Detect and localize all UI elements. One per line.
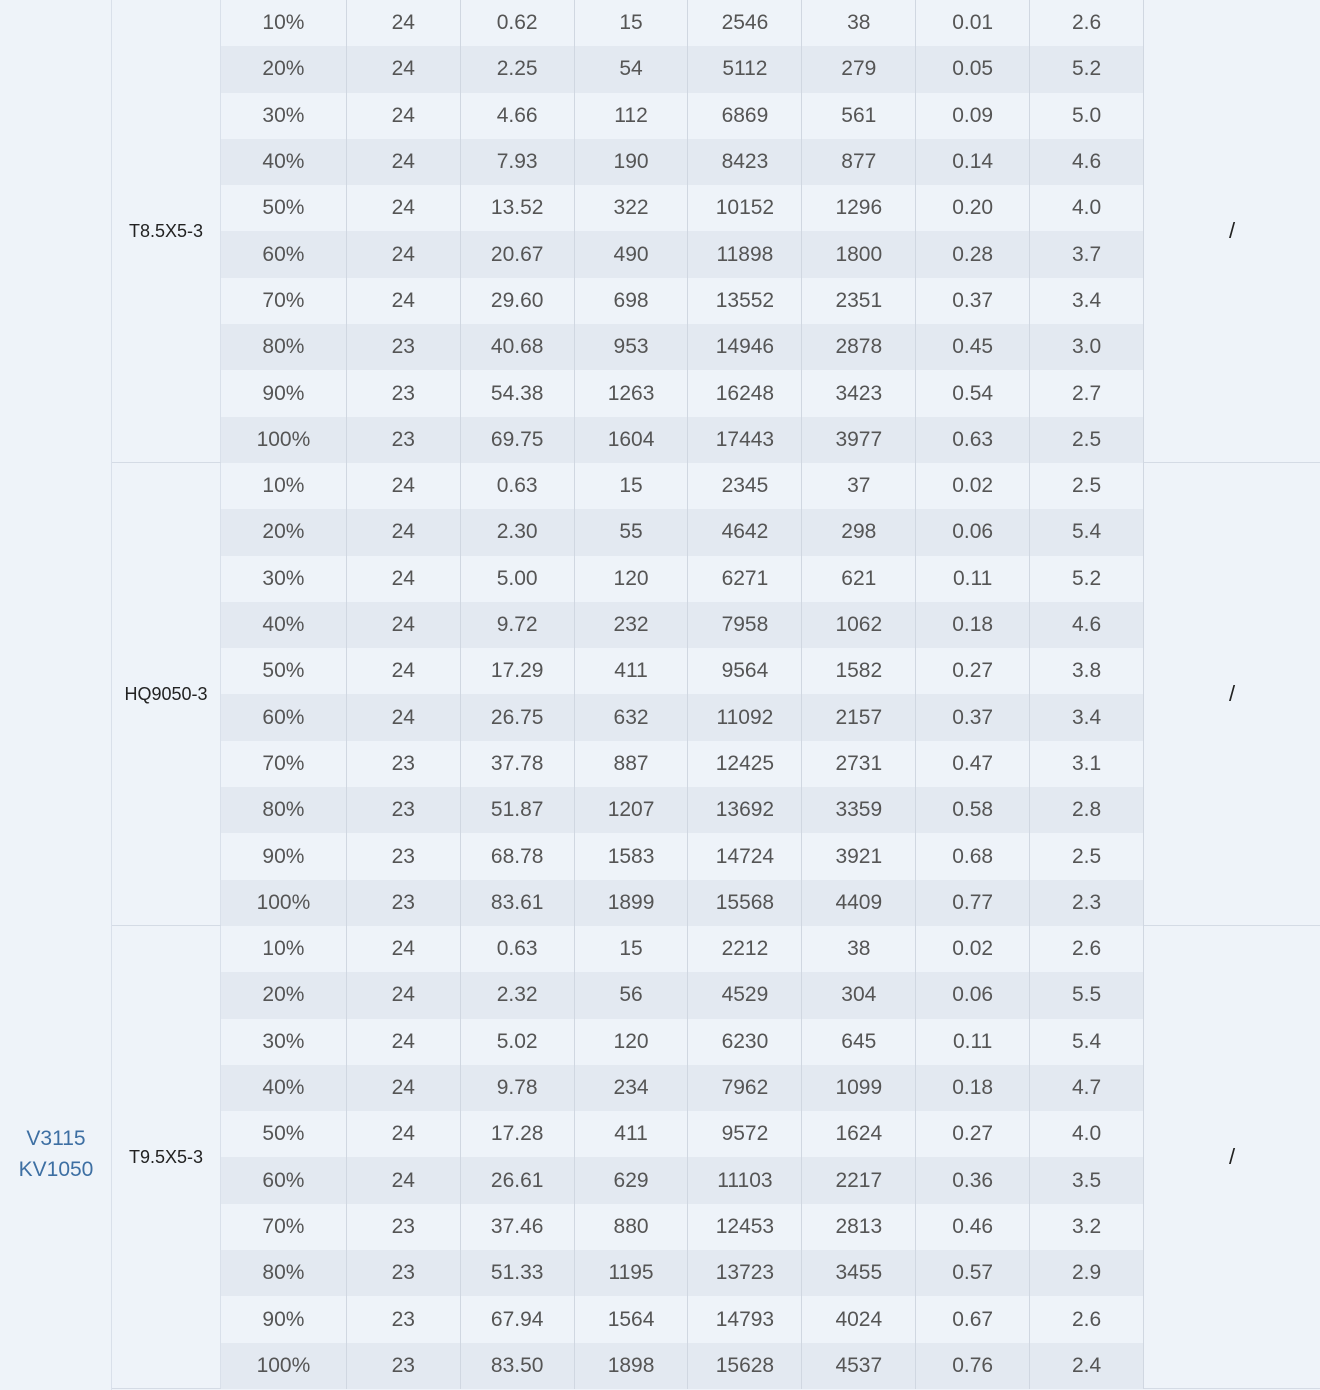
table-cell: 23 xyxy=(347,324,461,370)
table-row xyxy=(221,741,1144,787)
table-cell: 1207 xyxy=(575,787,689,833)
table-cell: 0.68 xyxy=(916,833,1030,879)
table-cell: 0.05 xyxy=(916,46,1030,92)
table-row xyxy=(221,463,1144,509)
table-cell: 632 xyxy=(575,694,689,740)
table-cell: 24 xyxy=(347,46,461,92)
table-cell: 12425 xyxy=(688,741,802,787)
table-cell: 3.7 xyxy=(1030,231,1144,277)
table-cell: 4.0 xyxy=(1030,1111,1144,1157)
table-cell: 38 xyxy=(802,0,916,46)
table-row xyxy=(221,185,1144,231)
table-row xyxy=(221,972,1144,1018)
table-cell: 24 xyxy=(347,694,461,740)
table-cell: 5.02 xyxy=(461,1019,575,1065)
table-cell: 0.02 xyxy=(916,463,1030,509)
table-cell: 0.37 xyxy=(916,278,1030,324)
table-cell: 24 xyxy=(347,509,461,555)
table-cell: 2.8 xyxy=(1030,787,1144,833)
table-cell: 90% xyxy=(221,370,347,416)
table-cell: 0.46 xyxy=(916,1204,1030,1250)
table-cell: 50% xyxy=(221,185,347,231)
table-cell: 60% xyxy=(221,694,347,740)
table-cell: 83.50 xyxy=(461,1343,575,1389)
table-cell: 26.61 xyxy=(461,1157,575,1203)
table-cell: 232 xyxy=(575,602,689,648)
table-cell: 953 xyxy=(575,324,689,370)
table-cell: 51.33 xyxy=(461,1250,575,1296)
table-cell: 23 xyxy=(347,417,461,463)
table-cell: 2.6 xyxy=(1030,1296,1144,1342)
table-cell: 1582 xyxy=(802,648,916,694)
table-cell: 40% xyxy=(221,602,347,648)
table-cell: 2.4 xyxy=(1030,1343,1144,1389)
table-cell: 13552 xyxy=(688,278,802,324)
table-cell: 70% xyxy=(221,741,347,787)
table-cell: 15 xyxy=(575,926,689,972)
table-cell: 70% xyxy=(221,1204,347,1250)
table-cell: 24 xyxy=(347,972,461,1018)
table-cell: 4529 xyxy=(688,972,802,1018)
table-cell: 70% xyxy=(221,278,347,324)
table-cell: 698 xyxy=(575,278,689,324)
table-cell: 0.57 xyxy=(916,1250,1030,1296)
motor-column xyxy=(0,0,112,1390)
table-cell: 0.54 xyxy=(916,370,1030,416)
table-cell: 2.9 xyxy=(1030,1250,1144,1296)
table-cell: 50% xyxy=(221,648,347,694)
table-cell: 3.4 xyxy=(1030,278,1144,324)
table-cell: 0.45 xyxy=(916,324,1030,370)
table-cell: 68.78 xyxy=(461,833,575,879)
table-cell: 60% xyxy=(221,1157,347,1203)
table-row xyxy=(221,324,1144,370)
table-cell: 0.06 xyxy=(916,509,1030,555)
table-cell: 80% xyxy=(221,324,347,370)
table-row xyxy=(221,833,1144,879)
prop-group xyxy=(112,463,1320,926)
table-cell: 10% xyxy=(221,0,347,46)
table-cell: 23 xyxy=(347,880,461,926)
table-cell: 24 xyxy=(347,926,461,972)
table-cell: 5.2 xyxy=(1030,46,1144,92)
table-cell: 112 xyxy=(575,93,689,139)
table-cell: 100% xyxy=(221,417,347,463)
table-cell: 90% xyxy=(221,1296,347,1342)
table-cell: 5.2 xyxy=(1030,556,1144,602)
table-cell: 2.30 xyxy=(461,509,575,555)
table-cell: 0.76 xyxy=(916,1343,1030,1389)
table-cell: 50% xyxy=(221,1111,347,1157)
table-cell: 0.02 xyxy=(916,926,1030,972)
table-cell: 23 xyxy=(347,787,461,833)
table-cell: 2.5 xyxy=(1030,833,1144,879)
table-cell: 3359 xyxy=(802,787,916,833)
table-cell: 20% xyxy=(221,509,347,555)
table-cell: 4.0 xyxy=(1030,185,1144,231)
table-cell: 2212 xyxy=(688,926,802,972)
table-cell: 20% xyxy=(221,972,347,1018)
table-cell: 3.4 xyxy=(1030,694,1144,740)
table-cell: 8423 xyxy=(688,139,802,185)
table-cell: 15568 xyxy=(688,880,802,926)
table-cell: 24 xyxy=(347,1019,461,1065)
table-cell: 5.4 xyxy=(1030,509,1144,555)
table-cell: 16248 xyxy=(688,370,802,416)
table-cell: 5.4 xyxy=(1030,1019,1144,1065)
table-row xyxy=(221,694,1144,740)
table-row xyxy=(221,1250,1144,1296)
table-row xyxy=(221,93,1144,139)
table-cell: 2878 xyxy=(802,324,916,370)
table-cell: 23 xyxy=(347,1296,461,1342)
table-cell: 9.78 xyxy=(461,1065,575,1111)
table-cell: 1062 xyxy=(802,602,916,648)
table-cell: 7.93 xyxy=(461,139,575,185)
propeller-model-cell: T9.5X5-3 xyxy=(112,926,221,1388)
table-cell: 14724 xyxy=(688,833,802,879)
table-cell: 11092 xyxy=(688,694,802,740)
table-cell: 0.27 xyxy=(916,648,1030,694)
table-cell: 23 xyxy=(347,1250,461,1296)
table-cell: 621 xyxy=(802,556,916,602)
table-cell: 23 xyxy=(347,1343,461,1389)
table-cell: 3.0 xyxy=(1030,324,1144,370)
table-cell: 4024 xyxy=(802,1296,916,1342)
table-cell: 0.63 xyxy=(916,417,1030,463)
table-cell: 24 xyxy=(347,231,461,277)
table-cell: 2.6 xyxy=(1030,0,1144,46)
table-cell: 60% xyxy=(221,231,347,277)
table-cell: 14793 xyxy=(688,1296,802,1342)
table-cell: 4.66 xyxy=(461,93,575,139)
table-cell: 24 xyxy=(347,463,461,509)
table-cell: 490 xyxy=(575,231,689,277)
table-cell: 0.63 xyxy=(461,463,575,509)
table-row xyxy=(221,1065,1144,1111)
table-cell: 23 xyxy=(347,1204,461,1250)
table-cell: 2.5 xyxy=(1030,417,1144,463)
table-cell: 69.75 xyxy=(461,417,575,463)
table-cell: 38 xyxy=(802,926,916,972)
table-cell: 0.11 xyxy=(916,556,1030,602)
table-cell: 3455 xyxy=(802,1250,916,1296)
table-cell: 3.2 xyxy=(1030,1204,1144,1250)
table-row xyxy=(221,278,1144,324)
table-cell: 2157 xyxy=(802,694,916,740)
table-cell: 0.58 xyxy=(916,787,1030,833)
table-cell: 1195 xyxy=(575,1250,689,1296)
table-cell: 23 xyxy=(347,741,461,787)
table-cell: 877 xyxy=(802,139,916,185)
table-cell: 1800 xyxy=(802,231,916,277)
table-cell: 24 xyxy=(347,1065,461,1111)
motor-model-label xyxy=(0,1123,112,1185)
table-cell: 1624 xyxy=(802,1111,916,1157)
table-cell: 56 xyxy=(575,972,689,1018)
table-cell: 411 xyxy=(575,1111,689,1157)
table-cell: 30% xyxy=(221,93,347,139)
table-cell: 10% xyxy=(221,926,347,972)
table-cell: 2.25 xyxy=(461,46,575,92)
table-cell: 4409 xyxy=(802,880,916,926)
table-row xyxy=(221,880,1144,926)
table-cell: 15 xyxy=(575,463,689,509)
table-cell: 17443 xyxy=(688,417,802,463)
table-cell: 80% xyxy=(221,787,347,833)
table-cell: 24 xyxy=(347,185,461,231)
table-cell: 24 xyxy=(347,648,461,694)
table-cell: 55 xyxy=(575,509,689,555)
table-cell: 2345 xyxy=(688,463,802,509)
table-cell: 13692 xyxy=(688,787,802,833)
table-cell: 67.94 xyxy=(461,1296,575,1342)
table-row xyxy=(221,0,1144,46)
table-cell: 14946 xyxy=(688,324,802,370)
table-cell: 7962 xyxy=(688,1065,802,1111)
table-row xyxy=(221,1296,1144,1342)
table-cell: 120 xyxy=(575,1019,689,1065)
table-cell: 37 xyxy=(802,463,916,509)
table-cell: 2.6 xyxy=(1030,926,1144,972)
table-cell: 1604 xyxy=(575,417,689,463)
table-cell: 0.36 xyxy=(916,1157,1030,1203)
table-cell: 40% xyxy=(221,1065,347,1111)
table-cell: 24 xyxy=(347,278,461,324)
table-cell: 2.7 xyxy=(1030,370,1144,416)
table-row xyxy=(221,556,1144,602)
table-cell: 17.29 xyxy=(461,648,575,694)
table-cell: 3423 xyxy=(802,370,916,416)
table-cell: 0.20 xyxy=(916,185,1030,231)
table-cell: 3.8 xyxy=(1030,648,1144,694)
prop-group xyxy=(112,926,1320,1389)
table-cell: 13.52 xyxy=(461,185,575,231)
table-row xyxy=(221,139,1144,185)
table-cell: 1583 xyxy=(575,833,689,879)
table-cell: 9564 xyxy=(688,648,802,694)
prop-group xyxy=(112,0,1320,463)
table-cell: 0.37 xyxy=(916,694,1030,740)
table-row xyxy=(221,1343,1144,1389)
table-cell: 4.6 xyxy=(1030,602,1144,648)
table-cell: 1898 xyxy=(575,1343,689,1389)
table-cell: 561 xyxy=(802,93,916,139)
data-rows xyxy=(221,926,1144,1389)
table-cell: 100% xyxy=(221,1343,347,1389)
table-cell: 0.06 xyxy=(916,972,1030,1018)
table-cell: 0.11 xyxy=(916,1019,1030,1065)
table-cell: 83.61 xyxy=(461,880,575,926)
table-cell: 629 xyxy=(575,1157,689,1203)
table-cell: 0.14 xyxy=(916,139,1030,185)
table-cell: 645 xyxy=(802,1019,916,1065)
table-cell: 0.01 xyxy=(916,0,1030,46)
table-cell: 100% xyxy=(221,880,347,926)
table-cell: 322 xyxy=(575,185,689,231)
table-cell: 10152 xyxy=(688,185,802,231)
table-cell: 30% xyxy=(221,1019,347,1065)
propeller-model-cell: T8.5X5-3 xyxy=(112,0,221,462)
table-cell: 887 xyxy=(575,741,689,787)
table-cell: 37.78 xyxy=(461,741,575,787)
table-cell: 0.09 xyxy=(916,93,1030,139)
table-cell: 40% xyxy=(221,139,347,185)
table-cell: 80% xyxy=(221,1250,347,1296)
table-cell: 298 xyxy=(802,509,916,555)
table-cell: 3977 xyxy=(802,417,916,463)
table-cell: 3.5 xyxy=(1030,1157,1144,1203)
table-cell: 2.3 xyxy=(1030,880,1144,926)
table-cell: 2813 xyxy=(802,1204,916,1250)
motor-model-name: V3115 xyxy=(26,1127,86,1150)
table-cell: 4537 xyxy=(802,1343,916,1389)
table-row xyxy=(221,926,1144,972)
table-cell: 11898 xyxy=(688,231,802,277)
note-cell: / xyxy=(1228,1144,1236,1169)
table-row xyxy=(221,1204,1144,1250)
table-cell: 24 xyxy=(347,1157,461,1203)
table-cell: 4642 xyxy=(688,509,802,555)
table-cell: 0.67 xyxy=(916,1296,1030,1342)
table-cell: 3921 xyxy=(802,833,916,879)
table-cell: 11103 xyxy=(688,1157,802,1203)
table-cell: 3.1 xyxy=(1030,741,1144,787)
data-rows xyxy=(221,463,1144,926)
table-cell: 20.67 xyxy=(461,231,575,277)
table-cell: 4.6 xyxy=(1030,139,1144,185)
table-cell: 5.5 xyxy=(1030,972,1144,1018)
table-cell: 304 xyxy=(802,972,916,1018)
table-row xyxy=(221,231,1144,277)
table-cell: 1564 xyxy=(575,1296,689,1342)
table-cell: 29.60 xyxy=(461,278,575,324)
table-cell: 23 xyxy=(347,833,461,879)
table-cell: 37.46 xyxy=(461,1204,575,1250)
table-cell: 2.32 xyxy=(461,972,575,1018)
table-row xyxy=(221,1019,1144,1065)
table-cell: 190 xyxy=(575,139,689,185)
note-cell: / xyxy=(1228,218,1236,243)
table-cell: 15 xyxy=(575,0,689,46)
table-row xyxy=(221,509,1144,555)
table-row xyxy=(221,370,1144,416)
table-cell: 880 xyxy=(575,1204,689,1250)
table-row xyxy=(221,1157,1144,1203)
table-cell: 0.27 xyxy=(916,1111,1030,1157)
table-cell: 24 xyxy=(347,0,461,46)
table-cell: 24 xyxy=(347,1111,461,1157)
table-row xyxy=(221,417,1144,463)
data-rows xyxy=(221,0,1144,463)
table-cell: 13723 xyxy=(688,1250,802,1296)
table-cell: 1296 xyxy=(802,185,916,231)
table-cell: 279 xyxy=(802,46,916,92)
table-row xyxy=(221,46,1144,92)
table-cell: 2351 xyxy=(802,278,916,324)
table-cell: 54.38 xyxy=(461,370,575,416)
table-cell: 0.18 xyxy=(916,1065,1030,1111)
table-cell: 90% xyxy=(221,833,347,879)
table-row xyxy=(221,648,1144,694)
table-cell: 15628 xyxy=(688,1343,802,1389)
table-cell: 234 xyxy=(575,1065,689,1111)
table-cell: 24 xyxy=(347,556,461,602)
table-cell: 4.7 xyxy=(1030,1065,1144,1111)
table-cell: 2.5 xyxy=(1030,463,1144,509)
table-cell: 12453 xyxy=(688,1204,802,1250)
table-cell: 7958 xyxy=(688,602,802,648)
table-cell: 10% xyxy=(221,463,347,509)
table-cell: 6271 xyxy=(688,556,802,602)
table-cell: 30% xyxy=(221,556,347,602)
table-cell: 20% xyxy=(221,46,347,92)
table-cell: 1899 xyxy=(575,880,689,926)
table-cell: 9.72 xyxy=(461,602,575,648)
table-cell: 24 xyxy=(347,139,461,185)
table-cell: 2731 xyxy=(802,741,916,787)
table-cell: 24 xyxy=(347,602,461,648)
motor-kv-rating: KV1050 xyxy=(18,1158,94,1181)
table-cell: 5.0 xyxy=(1030,93,1144,139)
table-cell: 6869 xyxy=(688,93,802,139)
table-cell: 54 xyxy=(575,46,689,92)
table-cell: 9572 xyxy=(688,1111,802,1157)
note-cell: / xyxy=(1228,681,1236,706)
table-cell: 51.87 xyxy=(461,787,575,833)
table-cell: 0.28 xyxy=(916,231,1030,277)
table-cell: 2217 xyxy=(802,1157,916,1203)
table-cell: 23 xyxy=(347,370,461,416)
table-cell: 6230 xyxy=(688,1019,802,1065)
table-cell: 411 xyxy=(575,648,689,694)
table-cell: 0.18 xyxy=(916,602,1030,648)
table-cell: 40.68 xyxy=(461,324,575,370)
table-row xyxy=(221,1111,1144,1157)
table-cell: 1263 xyxy=(575,370,689,416)
table-cell: 120 xyxy=(575,556,689,602)
table-cell: 0.77 xyxy=(916,880,1030,926)
table-cell: 0.47 xyxy=(916,741,1030,787)
table-cell: 5.00 xyxy=(461,556,575,602)
table-cell: 2546 xyxy=(688,0,802,46)
table-cell: 0.62 xyxy=(461,0,575,46)
table-cell: 1099 xyxy=(802,1065,916,1111)
table-cell: 17.28 xyxy=(461,1111,575,1157)
table-cell: 26.75 xyxy=(461,694,575,740)
table-cell: 0.63 xyxy=(461,926,575,972)
propeller-model-cell: HQ9050-3 xyxy=(112,463,221,925)
table-cell: 24 xyxy=(347,93,461,139)
table-cell: 5112 xyxy=(688,46,802,92)
table-row xyxy=(221,602,1144,648)
table-row xyxy=(221,787,1144,833)
